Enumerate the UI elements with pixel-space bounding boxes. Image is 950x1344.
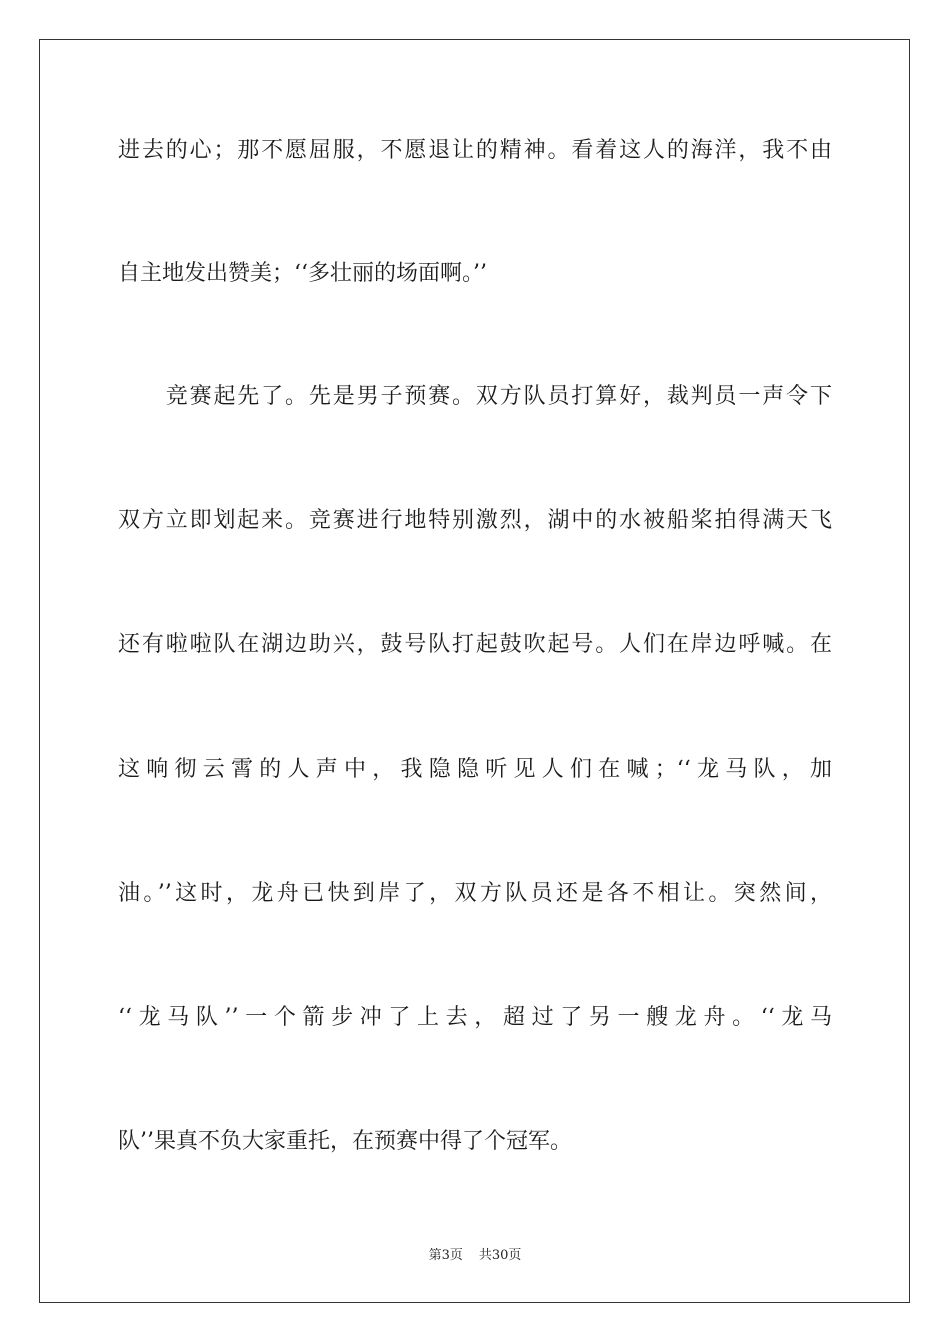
page-border — [39, 39, 910, 1303]
body-text-line-3: 竞赛起先了。先是男子预赛。双方队员打算好，裁判员一声令下 — [118, 384, 832, 409]
body-text-line-6: 这响彻云霄的人声中，我隐隐听见人们在喊；‘‘龙马队，加 — [118, 757, 832, 782]
body-text-line-1: 进去的心；那不愿屈服，不愿退让的精神。看着这人的海洋，我不由 — [118, 138, 832, 163]
page-footer — [0, 1248, 950, 1264]
body-text-line-5: 还有啦啦队在湖边助兴，鼓号队打起鼓吹起号。人们在岸边呼喊。在 — [118, 632, 832, 657]
body-text-line-4: 双方立即划起来。竞赛进行地特别激烈，湖中的水被船桨拍得满天飞 — [118, 508, 832, 533]
body-text-line-7: 油。’’这时，龙舟已快到岸了，双方队员还是各不相让。突然间， — [118, 881, 832, 906]
body-text-line-2: 自主地发出赞美；‘‘多壮丽的场面啊。’’ — [118, 261, 487, 286]
body-text-line-8: ‘‘龙马队’’一个箭步冲了上去，超过了另一艘龙舟。‘‘龙马 — [118, 1005, 832, 1030]
total-pages: 共30页 — [478, 1248, 522, 1263]
body-text-line-9: 队’’果真不负大家重托，在预赛中得了个冠军。 — [118, 1129, 572, 1154]
page-number: 第3页 — [428, 1248, 463, 1263]
